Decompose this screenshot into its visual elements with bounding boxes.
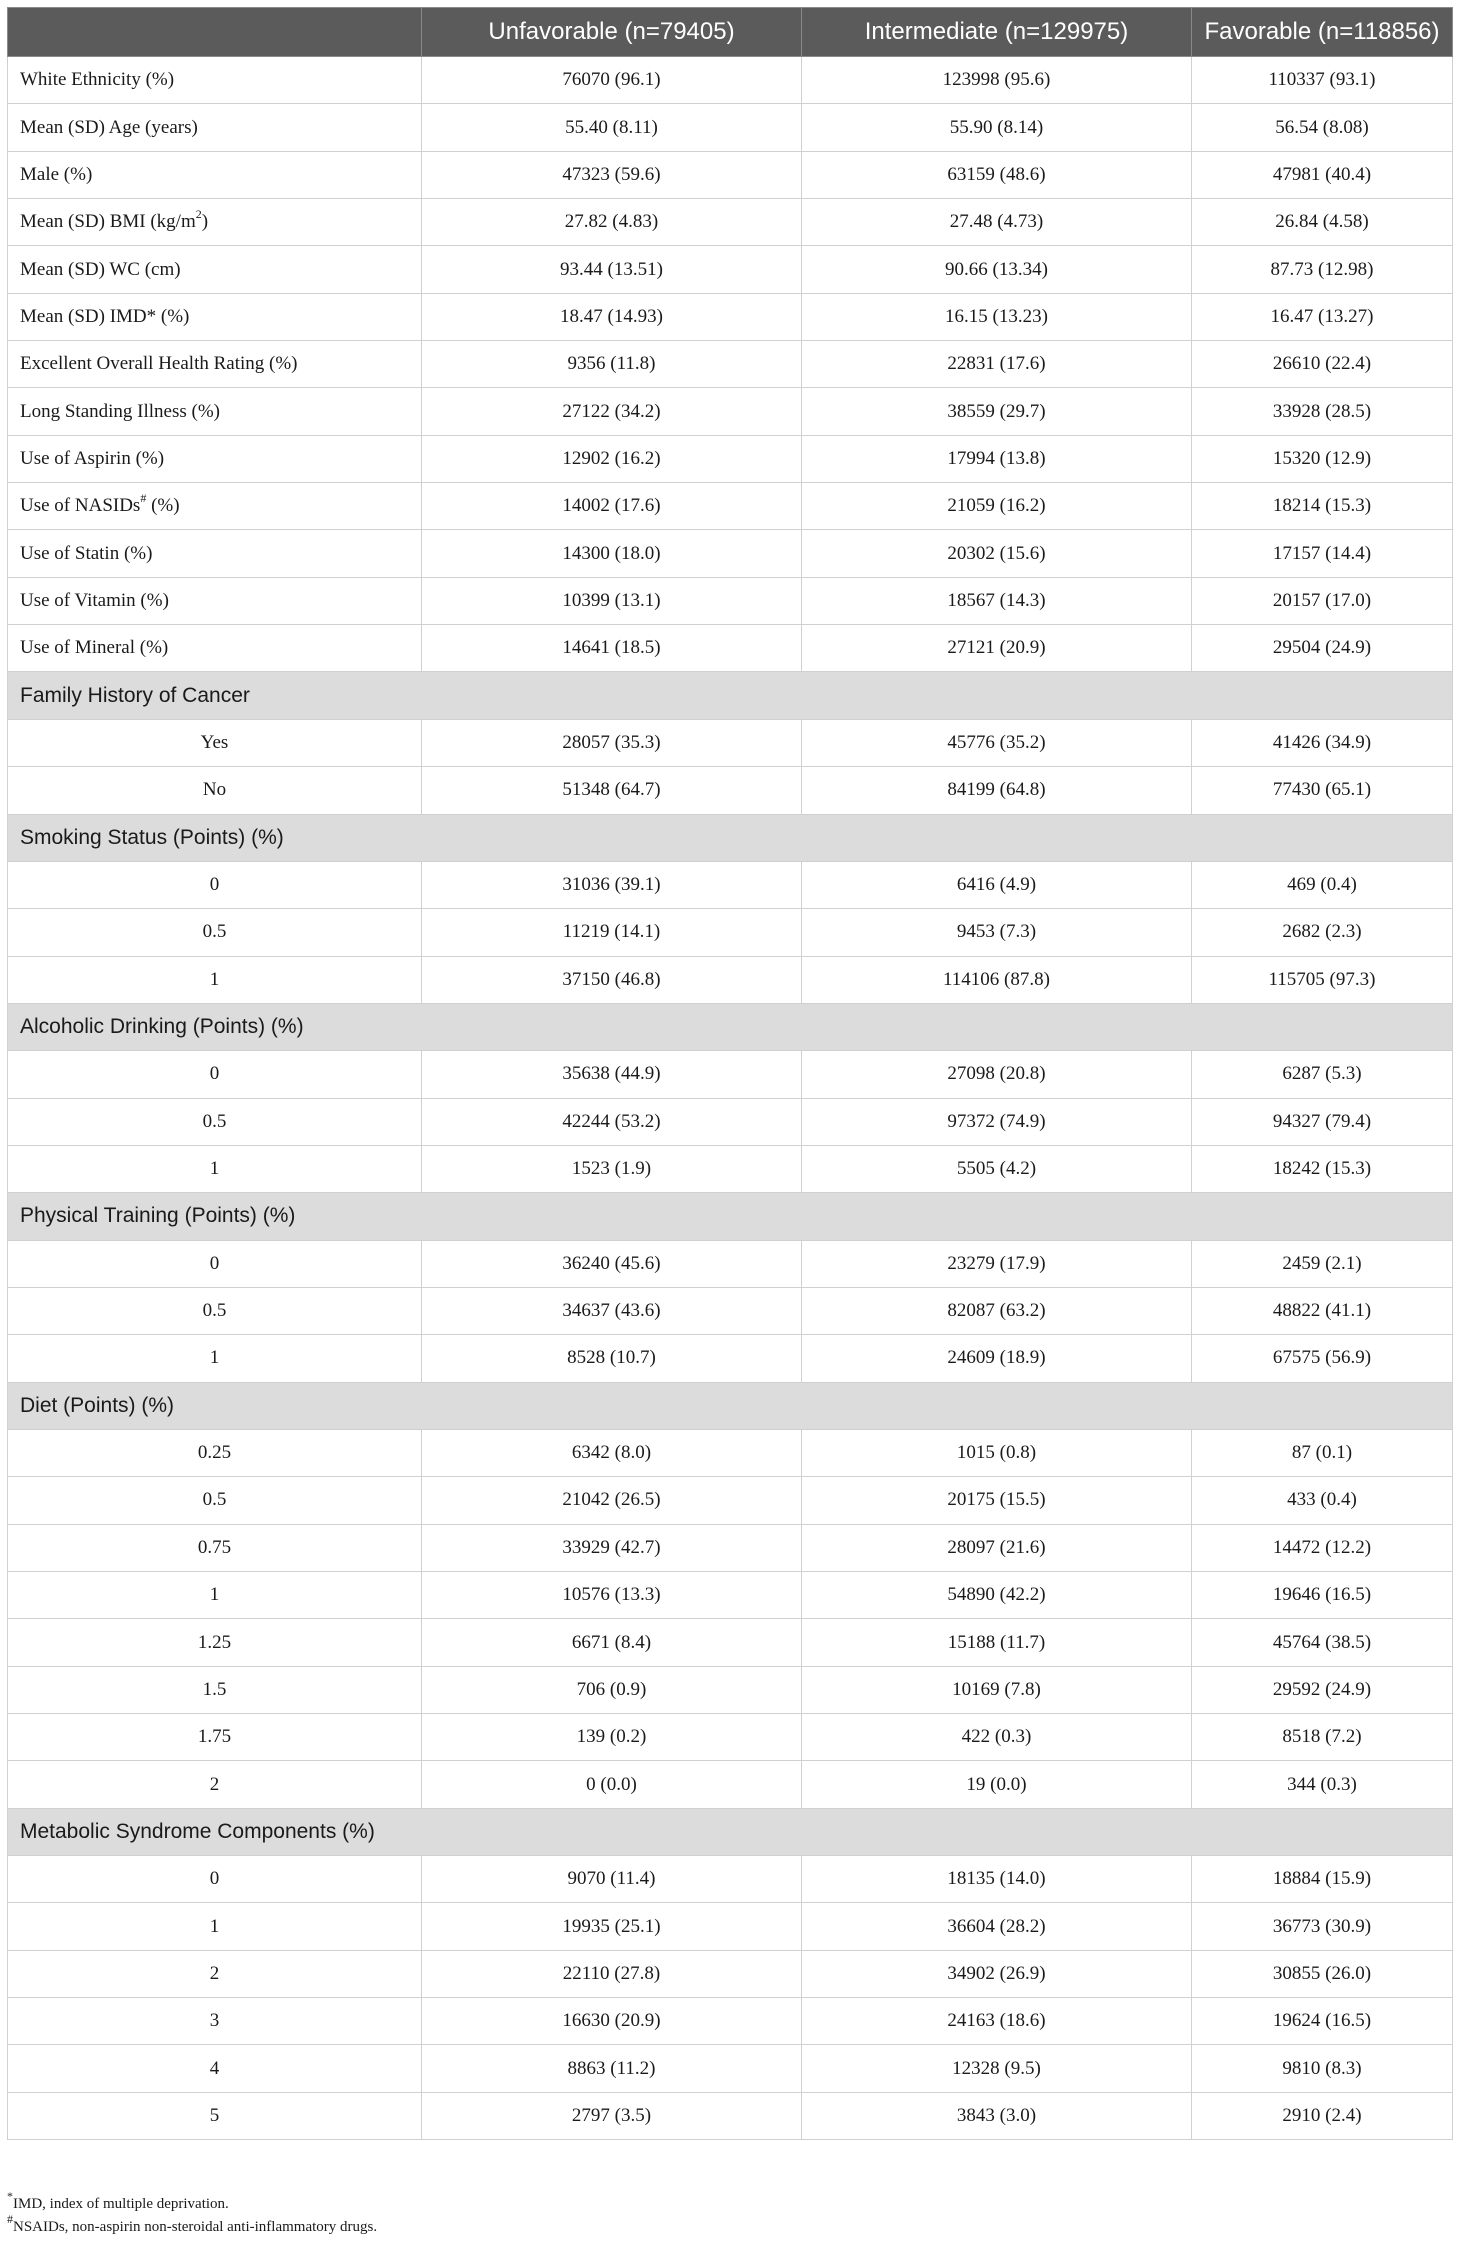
table-row <box>8 1761 1453 1808</box>
section-title: Diet (Points) (%) <box>8 1382 1453 1429</box>
value-cell-intermediate: 114106 (87.8) <box>802 956 1192 1003</box>
section-title: Smoking Status (Points) (%) <box>8 814 1453 861</box>
row-label-suffix: (%) <box>146 495 180 517</box>
value-cell-unfavorable: 9356 (11.8) <box>422 341 802 388</box>
value-cell-intermediate: 15188 (11.7) <box>802 1619 1192 1666</box>
value-cell-unfavorable: 37150 (46.8) <box>422 956 802 1003</box>
value-cell-favorable: 469 (0.4) <box>1192 861 1453 908</box>
table-row <box>8 530 1453 577</box>
row-label <box>8 104 422 151</box>
value-cell-favorable: 110337 (93.1) <box>1192 57 1453 104</box>
value-cell-intermediate: 82087 (63.2) <box>802 1287 1192 1334</box>
value-cell-intermediate: 36604 (28.2) <box>802 1903 1192 1950</box>
table-row <box>8 483 1453 530</box>
value-cell-favorable: 45764 (38.5) <box>1192 1619 1453 1666</box>
value-cell-unfavorable: 19935 (25.1) <box>422 1903 802 1950</box>
value-cell-favorable: 433 (0.4) <box>1192 1477 1453 1524</box>
section-header-row <box>8 672 1453 719</box>
value-cell-favorable: 77430 (65.1) <box>1192 767 1453 814</box>
value-cell-intermediate: 18567 (14.3) <box>802 577 1192 624</box>
row-label-text: Male (%) <box>20 163 93 185</box>
value-cell-favorable: 87 (0.1) <box>1192 1429 1453 1476</box>
table-row <box>8 246 1453 293</box>
value-cell-unfavorable: 10399 (13.1) <box>422 577 802 624</box>
value-cell-favorable: 29504 (24.9) <box>1192 625 1453 672</box>
table-row <box>8 1619 1453 1666</box>
value-cell-unfavorable: 9070 (11.4) <box>422 1856 802 1903</box>
row-label <box>8 625 422 672</box>
table-row <box>8 956 1453 1003</box>
value-cell-unfavorable: 2797 (3.5) <box>422 2092 802 2139</box>
table-row <box>8 625 1453 672</box>
table-row <box>8 104 1453 151</box>
section-header-row <box>8 1808 1453 1855</box>
table-row <box>8 1714 1453 1761</box>
section-header-row <box>8 1382 1453 1429</box>
value-cell-intermediate: 27.48 (4.73) <box>802 199 1192 246</box>
row-label <box>8 199 422 246</box>
table-footnotes <box>7 2189 378 2239</box>
row-label: 1 <box>8 1903 422 1950</box>
row-label-text: Mean (SD) WC (cm) <box>20 258 181 280</box>
value-cell-intermediate: 5505 (4.2) <box>802 1145 1192 1192</box>
value-cell-unfavorable: 16630 (20.9) <box>422 1998 802 2045</box>
value-cell-unfavorable: 36240 (45.6) <box>422 1240 802 1287</box>
row-label: 0.5 <box>8 1287 422 1334</box>
value-cell-intermediate: 97372 (74.9) <box>802 1098 1192 1145</box>
value-cell-intermediate: 54890 (42.2) <box>802 1572 1192 1619</box>
value-cell-favorable: 26610 (22.4) <box>1192 341 1453 388</box>
row-label: 1 <box>8 1335 422 1382</box>
value-cell-unfavorable: 55.40 (8.11) <box>422 104 802 151</box>
table-row <box>8 1524 1453 1571</box>
table-row <box>8 293 1453 340</box>
value-cell-favorable: 15320 (12.9) <box>1192 435 1453 482</box>
value-cell-intermediate: 20302 (15.6) <box>802 530 1192 577</box>
value-cell-intermediate: 45776 (35.2) <box>802 719 1192 766</box>
row-label-text: Use of Vitamin (%) <box>20 589 169 611</box>
value-cell-favorable: 94327 (79.4) <box>1192 1098 1453 1145</box>
value-cell-unfavorable: 47323 (59.6) <box>422 151 802 198</box>
table-row <box>8 1950 1453 1997</box>
table-header-row <box>8 8 1453 57</box>
row-label: 1.25 <box>8 1619 422 1666</box>
header-cell-unfavorable: Unfavorable (n=79405) <box>422 8 802 57</box>
value-cell-unfavorable: 8528 (10.7) <box>422 1335 802 1382</box>
row-label: 1 <box>8 956 422 1003</box>
table-row <box>8 1477 1453 1524</box>
table-row <box>8 1429 1453 1476</box>
row-label-text: Use of NASIDs <box>20 495 141 517</box>
table-row <box>8 719 1453 766</box>
table-row <box>8 1051 1453 1098</box>
row-label: Yes <box>8 719 422 766</box>
value-cell-favorable: 20157 (17.0) <box>1192 577 1453 624</box>
value-cell-unfavorable: 27122 (34.2) <box>422 388 802 435</box>
row-label-text: Mean (SD) Age (years) <box>20 116 198 138</box>
value-cell-unfavorable: 10576 (13.3) <box>422 1572 802 1619</box>
table-row <box>8 435 1453 482</box>
value-cell-unfavorable: 6671 (8.4) <box>422 1619 802 1666</box>
row-label: 1.5 <box>8 1666 422 1713</box>
value-cell-unfavorable: 51348 (64.7) <box>422 767 802 814</box>
value-cell-unfavorable: 139 (0.2) <box>422 1714 802 1761</box>
value-cell-unfavorable: 42244 (53.2) <box>422 1098 802 1145</box>
footnote-imd <box>7 2189 377 2216</box>
value-cell-favorable: 18242 (15.3) <box>1192 1145 1453 1192</box>
row-label: 0 <box>8 1240 422 1287</box>
table-row <box>8 1098 1453 1145</box>
value-cell-intermediate: 18135 (14.0) <box>802 1856 1192 1903</box>
row-label: 5 <box>8 2092 422 2139</box>
value-cell-unfavorable: 33929 (42.7) <box>422 1524 802 1571</box>
value-cell-unfavorable: 18.47 (14.93) <box>422 293 802 340</box>
value-cell-intermediate: 22831 (17.6) <box>802 341 1192 388</box>
table-row <box>8 2092 1453 2139</box>
value-cell-intermediate: 12328 (9.5) <box>802 2045 1192 2092</box>
section-header-row <box>8 1003 1453 1050</box>
table-row <box>8 1287 1453 1334</box>
value-cell-favorable: 17157 (14.4) <box>1192 530 1453 577</box>
value-cell-favorable: 16.47 (13.27) <box>1192 293 1453 340</box>
value-cell-intermediate: 27121 (20.9) <box>802 625 1192 672</box>
table-row <box>8 1666 1453 1713</box>
value-cell-intermediate: 27098 (20.8) <box>802 1051 1192 1098</box>
value-cell-favorable: 9810 (8.3) <box>1192 2045 1453 2092</box>
value-cell-intermediate: 63159 (48.6) <box>802 151 1192 198</box>
value-cell-intermediate: 10169 (7.8) <box>802 1666 1192 1713</box>
table-row <box>8 1335 1453 1382</box>
value-cell-intermediate: 9453 (7.3) <box>802 909 1192 956</box>
value-cell-intermediate: 24609 (18.9) <box>802 1335 1192 1382</box>
table-row <box>8 767 1453 814</box>
value-cell-unfavorable: 35638 (44.9) <box>422 1051 802 1098</box>
value-cell-intermediate: 24163 (18.6) <box>802 1998 1192 2045</box>
value-cell-unfavorable: 27.82 (4.83) <box>422 199 802 246</box>
table-row <box>8 1856 1453 1903</box>
section-title: Family History of Cancer <box>8 672 1453 719</box>
value-cell-intermediate: 3843 (3.0) <box>802 2092 1192 2139</box>
baseline-characteristics-table <box>7 7 1453 2140</box>
row-label <box>8 435 422 482</box>
row-label: 0 <box>8 1051 422 1098</box>
row-label <box>8 341 422 388</box>
row-label-text: Mean (SD) IMD* (%) <box>20 305 190 327</box>
value-cell-intermediate: 1015 (0.8) <box>802 1429 1192 1476</box>
value-cell-favorable: 115705 (97.3) <box>1192 956 1453 1003</box>
row-label: 4 <box>8 2045 422 2092</box>
value-cell-intermediate: 55.90 (8.14) <box>802 104 1192 151</box>
value-cell-favorable: 8518 (7.2) <box>1192 1714 1453 1761</box>
value-cell-favorable: 2459 (2.1) <box>1192 1240 1453 1287</box>
row-label: 0.25 <box>8 1429 422 1476</box>
value-cell-favorable: 18214 (15.3) <box>1192 483 1453 530</box>
footnote-text: IMD, index of multiple deprivation. <box>13 2196 229 2212</box>
value-cell-unfavorable: 31036 (39.1) <box>422 861 802 908</box>
row-label: 0 <box>8 861 422 908</box>
row-label: 0.5 <box>8 909 422 956</box>
header-cell-intermediate: Intermediate (n=129975) <box>802 8 1192 57</box>
value-cell-favorable: 47981 (40.4) <box>1192 151 1453 198</box>
value-cell-intermediate: 38559 (29.7) <box>802 388 1192 435</box>
footnote-text: NSAIDs, non-aspirin non-steroidal anti-inflammatory drugs. <box>13 2219 378 2235</box>
value-cell-favorable: 19646 (16.5) <box>1192 1572 1453 1619</box>
value-cell-favorable: 6287 (5.3) <box>1192 1051 1453 1098</box>
row-label-suffix: ) <box>201 211 209 233</box>
value-cell-unfavorable: 706 (0.9) <box>422 1666 802 1713</box>
value-cell-unfavorable: 22110 (27.8) <box>422 1950 802 1997</box>
row-label <box>8 530 422 577</box>
row-label: 1.75 <box>8 1714 422 1761</box>
value-cell-unfavorable: 11219 (14.1) <box>422 909 802 956</box>
row-label: 1 <box>8 1145 422 1192</box>
table-row <box>8 861 1453 908</box>
header-cell-blank <box>8 8 422 57</box>
section-title: Physical Training (Points) (%) <box>8 1193 1453 1240</box>
value-cell-intermediate: 19 (0.0) <box>802 1761 1192 1808</box>
value-cell-intermediate: 21059 (16.2) <box>802 483 1192 530</box>
row-label <box>8 246 422 293</box>
row-label: 1 <box>8 1572 422 1619</box>
value-cell-intermediate: 422 (0.3) <box>802 1714 1192 1761</box>
table-row <box>8 1145 1453 1192</box>
value-cell-intermediate: 6416 (4.9) <box>802 861 1192 908</box>
row-label-text: Use of Statin (%) <box>20 542 153 564</box>
value-cell-intermediate: 90.66 (13.34) <box>802 246 1192 293</box>
value-cell-favorable: 48822 (41.1) <box>1192 1287 1453 1334</box>
table-body <box>8 57 1453 2140</box>
value-cell-favorable: 30855 (26.0) <box>1192 1950 1453 1997</box>
value-cell-favorable: 2910 (2.4) <box>1192 2092 1453 2139</box>
value-cell-favorable: 344 (0.3) <box>1192 1761 1453 1808</box>
row-label-text: Use of Mineral (%) <box>20 637 169 659</box>
table-row <box>8 341 1453 388</box>
row-label: 2 <box>8 1950 422 1997</box>
value-cell-favorable: 56.54 (8.08) <box>1192 104 1453 151</box>
value-cell-intermediate: 34902 (26.9) <box>802 1950 1192 1997</box>
value-cell-unfavorable: 6342 (8.0) <box>422 1429 802 1476</box>
section-header-row <box>8 1193 1453 1240</box>
table-row <box>8 1572 1453 1619</box>
section-title: Metabolic Syndrome Components (%) <box>8 1808 1453 1855</box>
table-row <box>8 577 1453 624</box>
row-label-text: Long Standing Illness (%) <box>20 400 221 422</box>
row-label: No <box>8 767 422 814</box>
section-header-row <box>8 814 1453 861</box>
value-cell-intermediate: 20175 (15.5) <box>802 1477 1192 1524</box>
value-cell-unfavorable: 76070 (96.1) <box>422 57 802 104</box>
table-row <box>8 388 1453 435</box>
footnote-mark: * <box>7 2189 13 2203</box>
row-label-text: White Ethnicity (%) <box>20 69 175 91</box>
value-cell-favorable: 2682 (2.3) <box>1192 909 1453 956</box>
value-cell-favorable: 36773 (30.9) <box>1192 1903 1453 1950</box>
row-label-superscript: # <box>140 490 147 505</box>
row-label: 2 <box>8 1761 422 1808</box>
value-cell-intermediate: 84199 (64.8) <box>802 767 1192 814</box>
table-row <box>8 1240 1453 1287</box>
baseline-characteristics-table-container <box>7 7 1452 2140</box>
row-label: 3 <box>8 1998 422 2045</box>
table-row <box>8 2045 1453 2092</box>
row-label-text: Mean (SD) BMI (kg/m <box>20 211 196 233</box>
value-cell-favorable: 26.84 (4.58) <box>1192 199 1453 246</box>
row-label <box>8 388 422 435</box>
row-label <box>8 57 422 104</box>
value-cell-unfavorable: 8863 (11.2) <box>422 2045 802 2092</box>
header-cell-favorable: Favorable (n=118856) <box>1192 8 1453 57</box>
value-cell-unfavorable: 14641 (18.5) <box>422 625 802 672</box>
value-cell-intermediate: 16.15 (13.23) <box>802 293 1192 340</box>
row-label: 0.5 <box>8 1477 422 1524</box>
value-cell-intermediate: 28097 (21.6) <box>802 1524 1192 1571</box>
footnote-mark: # <box>7 2212 13 2226</box>
value-cell-intermediate: 123998 (95.6) <box>802 57 1192 104</box>
value-cell-favorable: 33928 (28.5) <box>1192 388 1453 435</box>
table-row <box>8 1998 1453 2045</box>
value-cell-favorable: 87.73 (12.98) <box>1192 246 1453 293</box>
table-row <box>8 1903 1453 1950</box>
row-label <box>8 483 422 530</box>
value-cell-unfavorable: 28057 (35.3) <box>422 719 802 766</box>
section-title: Alcoholic Drinking (Points) (%) <box>8 1003 1453 1050</box>
row-label: 0.5 <box>8 1098 422 1145</box>
row-label-text: Use of Aspirin (%) <box>20 447 165 469</box>
value-cell-unfavorable: 12902 (16.2) <box>422 435 802 482</box>
value-cell-unfavorable: 34637 (43.6) <box>422 1287 802 1334</box>
table-row <box>8 57 1453 104</box>
footnote-nsaids <box>7 2212 378 2239</box>
value-cell-unfavorable: 93.44 (13.51) <box>422 246 802 293</box>
row-label <box>8 577 422 624</box>
row-label <box>8 151 422 198</box>
table-row <box>8 151 1453 198</box>
row-label: 0.75 <box>8 1524 422 1571</box>
row-label <box>8 293 422 340</box>
value-cell-unfavorable: 14002 (17.6) <box>422 483 802 530</box>
value-cell-favorable: 19624 (16.5) <box>1192 1998 1453 2045</box>
value-cell-favorable: 67575 (56.9) <box>1192 1335 1453 1382</box>
value-cell-unfavorable: 21042 (26.5) <box>422 1477 802 1524</box>
value-cell-favorable: 18884 (15.9) <box>1192 1856 1453 1903</box>
table-row <box>8 199 1453 246</box>
value-cell-favorable: 29592 (24.9) <box>1192 1666 1453 1713</box>
row-label-text: Excellent Overall Health Rating (%) <box>20 353 298 375</box>
value-cell-unfavorable: 1523 (1.9) <box>422 1145 802 1192</box>
table-row <box>8 909 1453 956</box>
value-cell-favorable: 14472 (12.2) <box>1192 1524 1453 1571</box>
value-cell-intermediate: 23279 (17.9) <box>802 1240 1192 1287</box>
row-label-superscript: 2 <box>195 206 202 221</box>
value-cell-favorable: 41426 (34.9) <box>1192 719 1453 766</box>
value-cell-unfavorable: 14300 (18.0) <box>422 530 802 577</box>
value-cell-intermediate: 17994 (13.8) <box>802 435 1192 482</box>
row-label: 0 <box>8 1856 422 1903</box>
value-cell-unfavorable: 0 (0.0) <box>422 1761 802 1808</box>
